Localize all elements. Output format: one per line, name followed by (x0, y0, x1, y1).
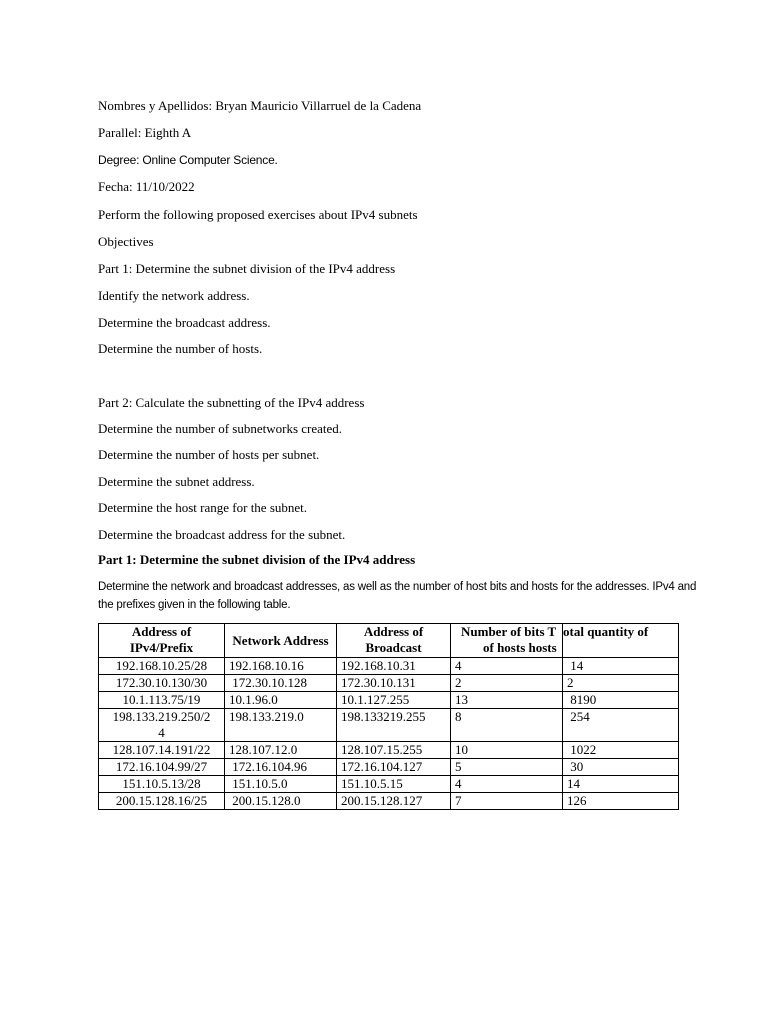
cell-broadcast-address: 151.10.5.15 (337, 776, 451, 793)
cell-host-bits: 8 (451, 709, 563, 742)
cell-broadcast-address: 128.107.15.255 (337, 742, 451, 759)
table-row (99, 675, 679, 692)
cell-network-address: 192.168.10.16 (225, 658, 337, 675)
cell-total-hosts: 14 (563, 658, 679, 675)
table-row (99, 793, 679, 810)
cell-host-bits: 4 (451, 658, 563, 675)
header-total-hosts: otal quantity of (563, 624, 679, 658)
objective-part1-title: Part 1: Determine the subnet division of the IPv4 address (98, 261, 396, 276)
cell-network-address: 200.15.128.0 (225, 793, 337, 810)
cell-host-bits: 7 (451, 793, 563, 810)
cell-address-prefix: 200.15.128.16/25 (99, 793, 225, 810)
section-heading: Part 1: Determine the subnet division of the IPv4 address (98, 552, 416, 567)
header-host-bits (451, 624, 563, 658)
student-name-line: Nombres y Apellidos: Bryan Mauricio Villarruel de la Cadena (98, 98, 422, 113)
cell-host-bits: 2 (451, 675, 563, 692)
ip-table (98, 623, 679, 810)
header-broadcast-address: Address of Broadcast (337, 624, 451, 658)
intro-line: Perform the following proposed exercises about IPv4 subnets (98, 207, 418, 222)
cell-broadcast-address: 10.1.127.255 (337, 692, 451, 709)
cell-total-hosts: 254 (563, 709, 679, 742)
section-description: Determine the network and broadcast addresses, as well as the number of host bits and hosts for the addresses. IPv4 and the prefixes given in the following table. (98, 581, 697, 611)
cell-broadcast-address: 172.16.104.127 (337, 759, 451, 776)
table-row (99, 709, 679, 742)
objectives-title: Objectives (98, 234, 154, 249)
cell-address-prefix: 172.16.104.99/27 (99, 759, 225, 776)
table-row (99, 759, 679, 776)
objective-part1-item: Determine the broadcast address. (98, 315, 271, 330)
cell-host-bits: 5 (451, 759, 563, 776)
cell-network-address: 10.1.96.0 (225, 692, 337, 709)
cell-total-hosts: 2 (563, 675, 679, 692)
cell-address-prefix: 172.30.10.130/30 (99, 675, 225, 692)
cell-address-prefix: 128.107.14.191/22 (99, 742, 225, 759)
table-row (99, 658, 679, 675)
cell-total-hosts: 126 (563, 793, 679, 810)
cell-host-bits: 4 (451, 776, 563, 793)
objective-part2-item: Determine the number of hosts per subnet. (98, 447, 320, 462)
objective-part2-item: Determine the host range for the subnet. (98, 500, 308, 515)
cell-broadcast-address: 200.15.128.127 (337, 793, 451, 810)
header-address-prefix: Address of IPv4/Prefix (99, 624, 225, 658)
cell-network-address: 128.107.12.0 (225, 742, 337, 759)
cell-total-hosts: 1022 (563, 742, 679, 759)
cell-network-address: 172.30.10.128 (225, 675, 337, 692)
objective-part2-title: Part 2: Calculate the subnetting of the IPv4 address (98, 395, 365, 410)
header-network-address: Network Address (225, 624, 337, 658)
cell-broadcast-address: 172.30.10.131 (337, 675, 451, 692)
header-host-bits-line1: Number of bits T (461, 624, 557, 639)
header-host-bits-line2: of hosts hosts (483, 640, 557, 655)
cell-address-prefix: 198.133.219.250/2 4 (99, 709, 225, 742)
cell-network-address: 151.10.5.0 (225, 776, 337, 793)
cell-address-prefix: 192.168.10.25/28 (99, 658, 225, 675)
cell-network-address: 198.133.219.0 (225, 709, 337, 742)
table-header-row (99, 624, 679, 658)
objective-part2-item: Determine the broadcast address for the subnet. (98, 527, 346, 542)
cell-total-hosts: 8190 (563, 692, 679, 709)
cell-address-prefix: 151.10.5.13/28 (99, 776, 225, 793)
cell-total-hosts: 30 (563, 759, 679, 776)
objective-part2-item: Determine the number of subnetworks created. (98, 421, 343, 436)
objective-part2-item: Determine the subnet address. (98, 474, 255, 489)
table-row (99, 692, 679, 709)
degree-line: Degree: Online Computer Science. (98, 153, 278, 167)
objective-part1-item: Identify the network address. (98, 288, 250, 303)
cell-host-bits: 10 (451, 742, 563, 759)
table-row (99, 742, 679, 759)
parallel-line: Parallel: Eighth A (98, 125, 192, 140)
table-row (99, 776, 679, 793)
cell-host-bits: 13 (451, 692, 563, 709)
cell-address-prefix: 10.1.113.75/19 (99, 692, 225, 709)
cell-network-address: 172.16.104.96 (225, 759, 337, 776)
cell-broadcast-address: 192.168.10.31 (337, 658, 451, 675)
cell-total-hosts: 14 (563, 776, 679, 793)
cell-broadcast-address: 198.133219.255 (337, 709, 451, 742)
date-line: Fecha: 11/10/2022 (98, 179, 195, 194)
objective-part1-item: Determine the number of hosts. (98, 341, 263, 356)
